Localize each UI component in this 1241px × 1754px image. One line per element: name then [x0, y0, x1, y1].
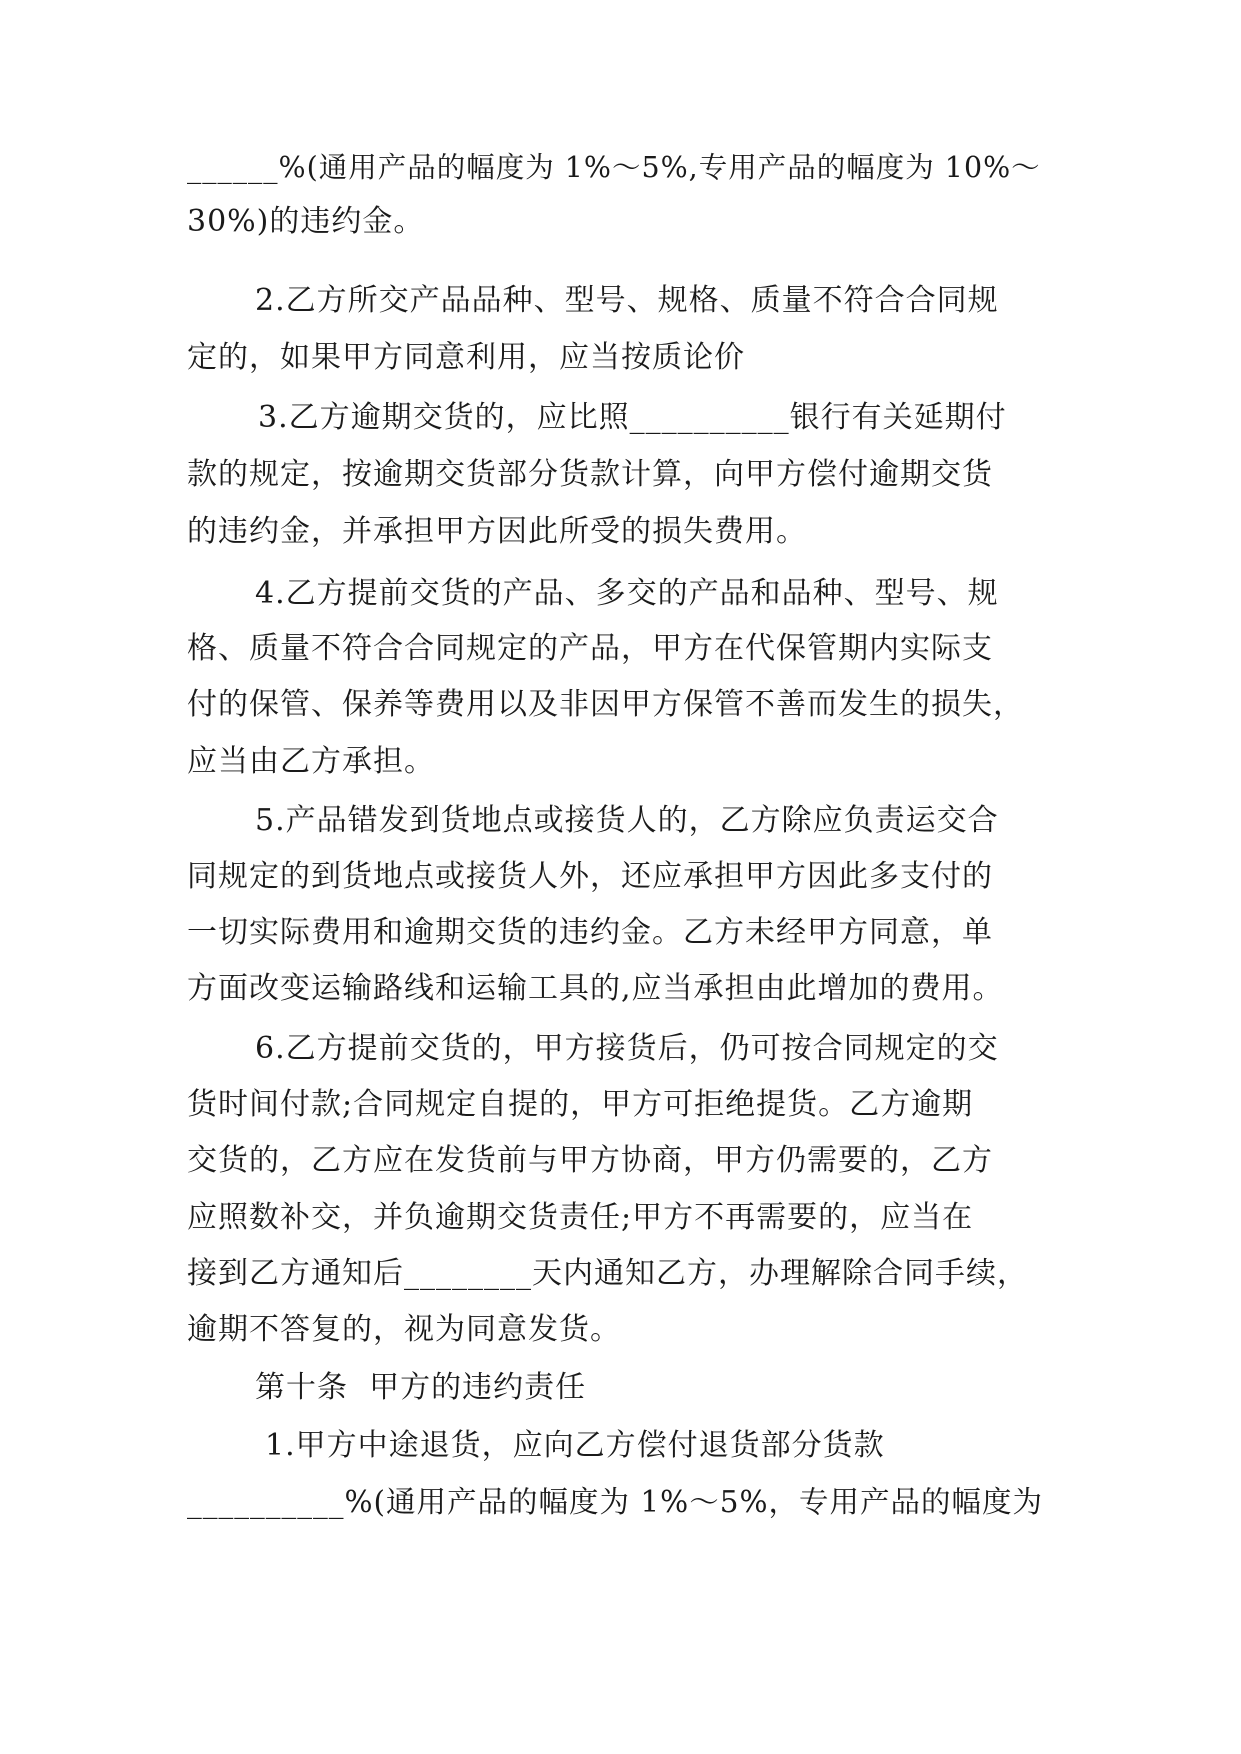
text-line: 交货的，乙方应在发货前与甲方协商，甲方仍需要的，乙方 [187, 1143, 993, 1178]
text-line: ______%(通用产品的幅度为 1%～5%,专用产品的幅度为 10%～ [187, 151, 1041, 184]
text-line: 6.乙方提前交货的，甲方接货后，仍可按合同规定的交 [255, 1031, 999, 1066]
text-line: 款的规定，按逾期交货部分货款计算，向甲方偿付逾期交货 [187, 457, 993, 492]
text-line: 货时间付款;合同规定自提的，甲方可拒绝提货。乙方逾期 [187, 1087, 974, 1122]
text-line: 5.产品错发到货地点或接货人的，乙方除应负责运交合 [255, 803, 999, 838]
text-line: 的违约金，并承担甲方因此所受的损失费用。 [187, 514, 807, 549]
text-line: 30%)的违约金。 [187, 204, 425, 239]
text-line: 定的，如果甲方同意利用，应当按质论价 [187, 340, 745, 375]
text-line: 接到乙方通知后________天内通知乙方，办理解除合同手续， [187, 1256, 1028, 1291]
text-line: __________%(通用产品的幅度为 1%～5%，专用产品的幅度为 [187, 1485, 1044, 1519]
text-line: 付的保管、保养等费用以及非因甲方保管不善而发生的损失， [187, 687, 1024, 722]
text-line: 应当由乙方承担。 [187, 744, 435, 779]
text-line: 4.乙方提前交货的产品、多交的产品和品种、型号、规 [255, 576, 999, 611]
text-line: 应照数补交，并负逾期交货责任;甲方不再需要的，应当在 [187, 1200, 974, 1235]
text-line: 同规定的到货地点或接货人外，还应承担甲方因此多支付的 [187, 859, 993, 894]
section-heading: 第十条 甲方的违约责任 [255, 1370, 587, 1405]
text-line: 逾期不答复的，视为同意发货。 [187, 1312, 621, 1347]
text-line: 3.乙方逾期交货的，应比照__________银行有关延期付 [258, 400, 1007, 435]
text-line: 一切实际费用和逾期交货的违约金。乙方未经甲方同意，单 [187, 915, 993, 950]
text-line: 1.甲方中途退货，应向乙方偿付退货部分货款 [265, 1428, 885, 1463]
text-line: 2.乙方所交产品品种、型号、规格、质量不符合合同规 [255, 283, 999, 318]
text-line: 方面改变运输路线和运输工具的,应当承担由此增加的费用。 [187, 971, 1004, 1006]
text-line: 格、质量不符合合同规定的产品，甲方在代保管期内实际支 [187, 631, 993, 666]
